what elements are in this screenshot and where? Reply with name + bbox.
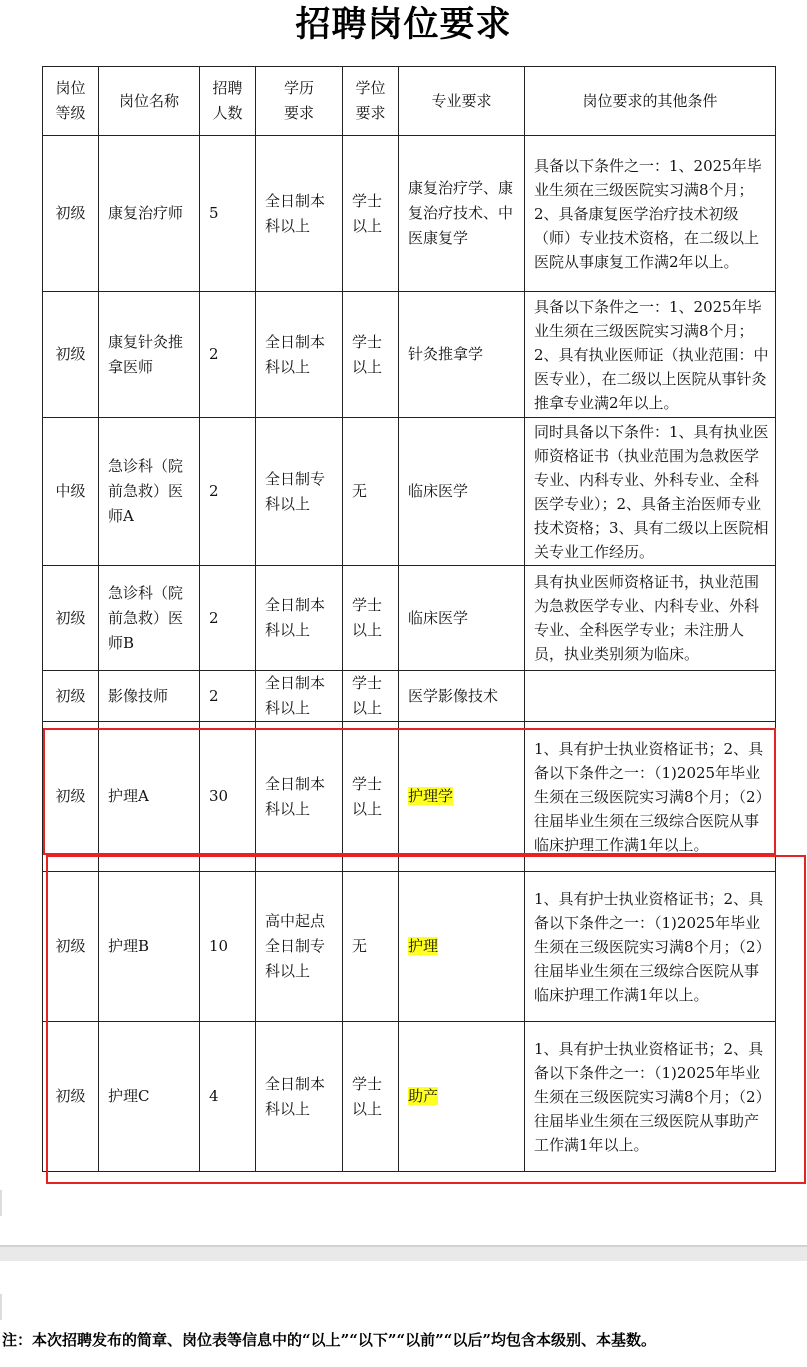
- major-text-highlighted: 护理学: [408, 787, 454, 805]
- cell-name: 急诊科（院前急救）医师A: [99, 418, 200, 566]
- cell-major: [399, 671, 525, 722]
- cell-other: [525, 671, 776, 722]
- cell-degree: 学士以上: [343, 566, 399, 671]
- major-text: 临床医学: [408, 608, 469, 627]
- cell-level: 初级: [43, 671, 99, 722]
- cell-level: 中级: [43, 418, 99, 566]
- cell-education: 全日制本科以上: [256, 136, 343, 292]
- cell-major: [399, 292, 525, 418]
- page-edge-mark: [0, 1190, 2, 1216]
- cell-count: 2: [200, 671, 256, 722]
- major-text: 医学影像技术: [408, 686, 499, 705]
- cell-education: 全日制本科以上: [256, 1022, 343, 1172]
- major-text-highlighted: 护理: [408, 937, 439, 955]
- page-gap: [0, 1247, 807, 1261]
- cell-major: [399, 1022, 525, 1172]
- cell-degree: 无: [343, 418, 399, 566]
- table-row: [43, 566, 776, 671]
- cell-education: 全日制本科以上: [256, 671, 343, 722]
- cell-other: 具备以下条件之一：1、2025年毕业生须在三级医院实习满8个月；2、具备康复医学治疗技术初级（师）专业技术资格，在二级以上医院从事康复工作满2年以上。: [525, 136, 776, 292]
- table-row: [43, 722, 776, 872]
- cell-name: 护理B: [99, 872, 200, 1022]
- cell-level: 初级: [43, 722, 99, 872]
- cell-level: 初级: [43, 292, 99, 418]
- cell-degree: 无: [343, 872, 399, 1022]
- header-level: 岗位 等级: [43, 67, 99, 136]
- cell-other: 1、具有护士执业资格证书；2、具备以下条件之一：（1)2025年毕业生须在三级医院实习满8个月；（2）往届毕业生须在三级医院从事助产工作满1年以上。: [525, 1022, 776, 1172]
- footer-note: 注：本次招聘发布的简章、岗位表等信息中的“以上”“以下”“以前”“以后”均包含本级别、本基数。: [2, 1331, 657, 1349]
- cell-name: 护理A: [99, 722, 200, 872]
- cell-other: 同时具备以下条件：1、具有执业医师资格证书（执业范围为急救医学专业、内科专业、外科专业、全科医学专业）；2、具备主治医师专业技术资格；3、具有二级以上医院相关专业工作经历。: [525, 418, 776, 566]
- cell-other: 具备以下条件之一：1、2025年毕业生须在三级医院实习满8个月；2、具有执业医师证（执业范围：中医专业），在二级以上医院从事针灸推拿专业满2年以上。: [525, 292, 776, 418]
- cell-degree: 学士以上: [343, 292, 399, 418]
- cell-count: 4: [200, 1022, 256, 1172]
- page-title: 招聘岗位要求: [295, 5, 512, 45]
- cell-count: 10: [200, 872, 256, 1022]
- table-row: [43, 292, 776, 418]
- cell-count: 2: [200, 566, 256, 671]
- cell-degree: 学士以上: [343, 1022, 399, 1172]
- cell-count: 2: [200, 418, 256, 566]
- cell-degree: 学士以上: [343, 671, 399, 722]
- cell-level: 初级: [43, 136, 99, 292]
- table-row: [43, 136, 776, 292]
- cell-name: 护理C: [99, 1022, 200, 1172]
- cell-level: 初级: [43, 1022, 99, 1172]
- cell-name: 急诊科（院前急救）医师B: [99, 566, 200, 671]
- header-education: 学历 要求: [256, 67, 343, 136]
- major-text-highlighted: 助产: [408, 1087, 439, 1105]
- cell-education: 全日制本科以上: [256, 566, 343, 671]
- table-header-row: [43, 67, 776, 136]
- header-degree: 学位 要求: [343, 67, 399, 136]
- header-count: 招聘 人数: [200, 67, 256, 136]
- cell-count: 30: [200, 722, 256, 872]
- cell-education: 高中起点全日制专科以上: [256, 872, 343, 1022]
- table-row: [43, 872, 776, 1022]
- table-row: [43, 418, 776, 566]
- cell-degree: 学士以上: [343, 722, 399, 872]
- cell-count: 2: [200, 292, 256, 418]
- cell-level: 初级: [43, 872, 99, 1022]
- cell-other: 具有执业医师资格证书，执业范围为急救医学专业、内科专业、外科专业、全科医学专业；未注册人员，执业类别须为临床。: [525, 566, 776, 671]
- header-major: 专业要求: [399, 67, 525, 136]
- cell-other: 1、具有护士执业资格证书；2、具备以下条件之一：（1)2025年毕业生须在三级医院实习满8个月；（2）往届毕业生须在三级综合医院从事临床护理工作满1年以上。: [525, 872, 776, 1022]
- cell-education: 全日制本科以上: [256, 292, 343, 418]
- header-name: 岗位名称: [99, 67, 200, 136]
- cell-other: 1、具有护士执业资格证书；2、具备以下条件之一：（1)2025年毕业生须在三级医院实习满8个月；（2）往届毕业生须在三级综合医院从事临床护理工作满1年以上。: [525, 722, 776, 872]
- cell-name: 影像技师: [99, 671, 200, 722]
- header-other: 岗位要求的其他条件: [525, 67, 776, 136]
- table-row: [43, 1022, 776, 1172]
- major-text: 针灸推拿学: [408, 345, 484, 363]
- cell-count: 5: [200, 136, 256, 292]
- cell-name: 康复针灸推拿医师: [99, 292, 200, 418]
- cell-level: 初级: [43, 566, 99, 671]
- cell-major: [399, 566, 525, 671]
- major-text: 临床医学: [408, 482, 469, 500]
- recruitment-table: [42, 66, 776, 1172]
- cell-education: 全日制专科以上: [256, 418, 343, 566]
- cell-degree: 学士以上: [343, 136, 399, 292]
- table-row: [43, 671, 776, 722]
- cell-major: [399, 136, 525, 292]
- major-text: 康复治疗学、康复治疗技术、中医康复学: [408, 179, 514, 247]
- cell-education: 全日制本科以上: [256, 722, 343, 872]
- cell-major: [399, 418, 525, 566]
- cell-major: [399, 722, 525, 872]
- cell-major: [399, 872, 525, 1022]
- page-edge-mark: [0, 1294, 2, 1320]
- cell-name: 康复治疗师: [99, 136, 200, 292]
